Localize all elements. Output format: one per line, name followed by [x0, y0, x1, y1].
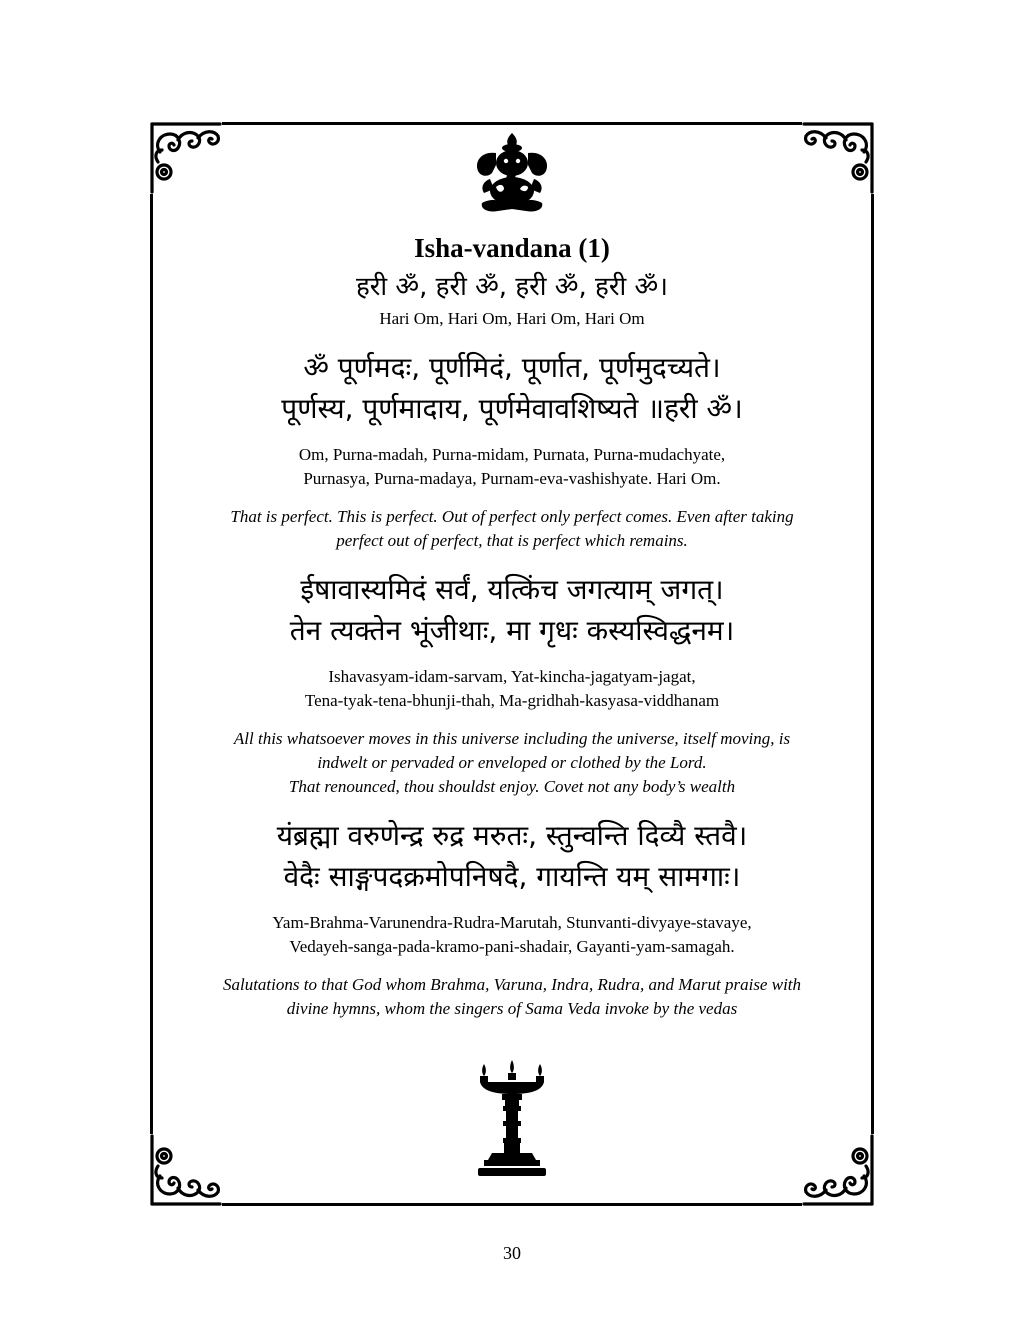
verse-section: [162, 569, 862, 799]
devanagari-line: तेन त्यक्तेन भूंजीथाः, मा गृधः कस्यस्विद्धनम।: [289, 614, 735, 647]
spiral-corner-ornament-icon: [802, 1134, 874, 1206]
verse-section: [162, 815, 862, 1021]
translation-line: perfect out of perfect, that is perfect which remains.: [336, 531, 688, 550]
verse-section: [162, 268, 862, 331]
spiral-corner-ornament-icon: [150, 122, 222, 194]
translation-line: Salutations to that God whom Brahma, Varuna, Indra, Rudra, and Marut praise with: [222, 975, 802, 994]
devanagari-line: ॐ पूर्णमदः, पूर्णमिदं, पूर्णात, पूर्णमुदच्यते।: [303, 351, 721, 384]
translation-line: That renounced, thou shouldst enjoy. Covet not any body’s wealth: [288, 777, 736, 796]
spiral-corner-ornament-icon: [150, 1134, 222, 1206]
transliteration-line: Yam-Brahma-Varunendra-Rudra-Marutah, Stunvanti-divyaye-stavaye,: [272, 913, 752, 932]
translation-line: indwelt or pervaded or enveloped or clothed by the Lord.: [317, 753, 707, 772]
transliteration-line: Ishavasyam-idam-sarvam, Yat-kincha-jagatyam-jagat,: [328, 667, 696, 686]
transliteration-line: Hari Om, Hari Om, Hari Om, Hari Om: [379, 309, 645, 328]
verse-content: [162, 228, 862, 1021]
oil-lamp-icon: [474, 1060, 550, 1178]
verse-section: [162, 347, 862, 553]
devanagari-line: हरी ॐ, हरी ॐ, हरी ॐ, हरी ॐ।: [355, 272, 669, 302]
page-title: Isha-vandana (1): [414, 233, 610, 263]
devanagari-line: पूर्णस्य, पूर्णमादाय, पूर्णमेवावशिष्यते ॥हरी ॐ।: [281, 392, 743, 425]
devanagari-line: यंब्रह्मा वरुणेन्द्र रुद्र मरुतः, स्तुन्वन्ति दिव्यै स्तवै।: [276, 819, 748, 852]
spiral-corner-ornament-icon: [802, 122, 874, 194]
transliteration-line: Purnasya, Purna-madaya, Purnam-eva-vashishyate. Hari Om.: [303, 469, 721, 488]
translation-line: divine hymns, whom the singers of Sama Veda invoke by the vedas: [286, 999, 738, 1018]
devanagari-line: वेदैः साङ्गपदक्रमोपनिषदै, गायन्ति यम् सामगाः।: [283, 860, 741, 893]
ganesha-icon: [462, 131, 562, 215]
devanagari-line: ईषावास्यमिदं सर्वं, यत्किंच जगत्याम् जगत्।: [300, 573, 724, 606]
transliteration-line: Om, Purna-madah, Purna-midam, Purnata, Purna-mudachyate,: [298, 445, 726, 464]
transliteration-line: Vedayeh-sanga-pada-kramo-pani-shadair, Gayanti-yam-samagah.: [289, 937, 735, 956]
translation-line: All this whatsoever moves in this universe including the universe, itself moving, is: [233, 729, 791, 748]
page-number: 30: [503, 1243, 521, 1263]
translation-line: That is perfect. This is perfect. Out of perfect only perfect comes. Even after taking: [230, 507, 794, 526]
transliteration-line: Tena-tyak-tena-bhunji-thah, Ma-gridhah-kasyasa-viddhanam: [304, 691, 720, 710]
